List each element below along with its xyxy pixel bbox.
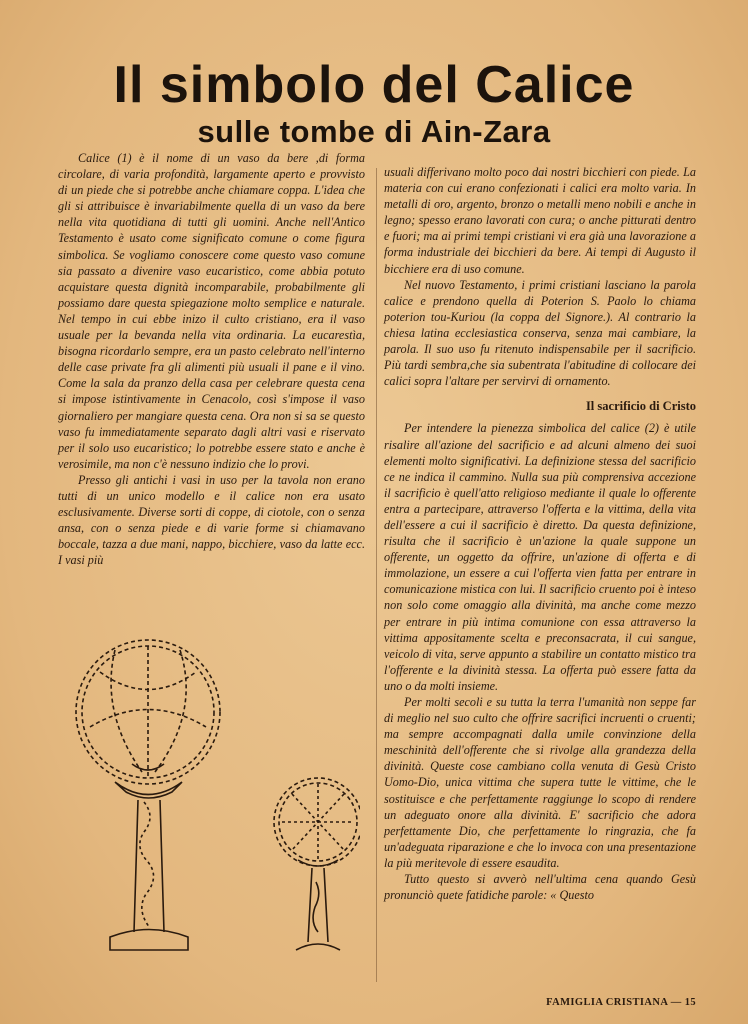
column-divider	[376, 168, 377, 982]
section-heading: Il sacrificio di Cristo	[585, 399, 696, 414]
page-footer: FAMIGLIA CRISTIANA — 15	[546, 997, 696, 1008]
large-chalice-illustration	[76, 640, 220, 950]
paragraph: Presso gli antichi i vasi in uso per la tavola non erano tutti di un unico modello e il calice non era usato esclusivamente. Diverse sorti di coppe, di ciotole, con o senza ansa, con o senza piede e di varie forme si chiamavano boccale, tazza a due mani, nappo, bicchiere, vaso da latte ecc. I vasi più	[58, 472, 365, 568]
article-subtitle: sulle tombe di Ain-Zara	[197, 114, 551, 149]
article-title: Il simbolo del Calice	[113, 56, 635, 114]
small-chalice-illustration	[274, 778, 360, 950]
paragraph: Per intendere la pienezza simbolica del calice (2) è utile risalire all'azione del sacrificio e ad alcuni almeno dei suoi elementi molto significativi. La definizione stessa del sacrificio ce ne indica il cammino. Nulla sua più comprensiva accezione il sacrificio è quell'atto religioso mediante il quale lo offerente entra a partecipare, attraverso l'offerta e la vittima, della vita dell'essere a cui il sacrificio è diretto. Da questa definizione, risulta che il sacrificio è un'azione la quale suppone un offerente, un oggetto da offrire, un'azione di offerta e di immolazione, un essere a cui l'offerta vien fatta per entrare in comunicazione mistica con lui. Il sacrificio cruento poi è inteso non solo come omaggio alla divinità, ma anche come mezzo per entrare in più intima comunione con essa attraverso la vittima appositamente scelta e preconsacrata, il cui sangue, veicolo di vita, serve appunto a stabilire un contatto mistico tra l'offerente e la divinità stessa. La offerta può essere fatta da uno o da molti insieme.	[384, 421, 696, 693]
right-column	[384, 164, 696, 903]
paragraph: Nel nuovo Testamento, i primi cristiani lasciano la parola calice e prendono quella di Poterion S. Paolo lo chiama poterion tou-Kuriou (la coppa del Signore.). Al contrario la chiesa latina ecclesiastica conserva, senza mai cambiare, la parola. Il suo uso fu ritenuto indispensabile per il sacrificio. Più tardi sembra,che sia subentrata l'abitudine di collocare dei calici sopra l'altare per servirvi di ornamento.	[384, 277, 696, 389]
chalice-drawing	[60, 632, 360, 962]
paragraph: Calice (1) è il nome di un vaso da bere ,di forma circolare, di varia profondità, largamente aperto e provvisto di un piede che si potrebbe anche chiamare coppa. L'idea che gli si attribuisce è invariabilmente quella di un vaso da bere nella vita quotidiana di tutti gli uomini. Anche nell'Antico Testamento è usato come significato comune o come figura simbolica. Se vogliamo conoscere come questo vaso comune sia passato a divenire vaso eucaristico, come abbia potuto acquistare questa dignità incomparabile, probabilmente gli possiamo dare questa spiegazione molto semplice e naturale. Nel tempo in cui ebbe inizo il culto cristiano, era il vaso usuale per la bevanda nella vita ordinaria. La eucarestìa, bisogna ricordarlo sempre, era un pasto celebrato nell'interno delle case private fra gli alimenti più usuali il pane e il vino. Come la sala da pranzo della casa per celebrare questa cena si impose istintivamente in Cenacolo, così s'impose il vaso giornaliero per mangiare questa cena. Ora non si sa se questo vaso fu immediatamente separato dagli altri vasi e riservato per il solo uso eucaristico; lo potrebbe essere stato e anche è verosimile, ma non c'è nessuno indizio che lo provi.	[58, 151, 365, 471]
left-column	[58, 150, 365, 568]
paragraph: usuali differivano molto poco dai nostri bicchieri con piede. La materia con cui erano confezionati i calici era molto varia. In metalli di oro, argento, bronzo o metalli meno nobili e anche in legno; spesso erano lavorati con cura; o anche pitturati dentro e fuori; ma ai primi tempi cristiani vi era già una lavorazione a forma industriale dei bicchieri da bere. Ai tempi di Augusto il bicchiere era di uso comune.	[384, 165, 696, 276]
paragraph: Tutto questo si avverò nell'ultima cena quando Gesù pronunciò quete fatidiche parole: « Questo	[384, 872, 696, 903]
paragraph: Per molti secoli e su tutta la terra l'umanità non seppe far di meglio nel suo culto che offrire sacrifici incruenti o cruenti; ma sempre accompagnati dalla umile convinzione della meschinità dell'offerente che si rivolge alla grandezza della divinità. Queste cose cambiano colla venuta di Gesù Cristo Uomo-Dio, unica vittima che supera tutte le vittime, che le sostituisce e che perfettamente raggiunge lo scopo di rendere un adeguato onore alla divinità. E' sacrificio che adora perfettamente Dio, che perfettamente lo ringrazia, che fa un'adeguata riparazione e che lo invoca con una presentazione la più meritevole di essere esaudita.	[384, 695, 696, 870]
